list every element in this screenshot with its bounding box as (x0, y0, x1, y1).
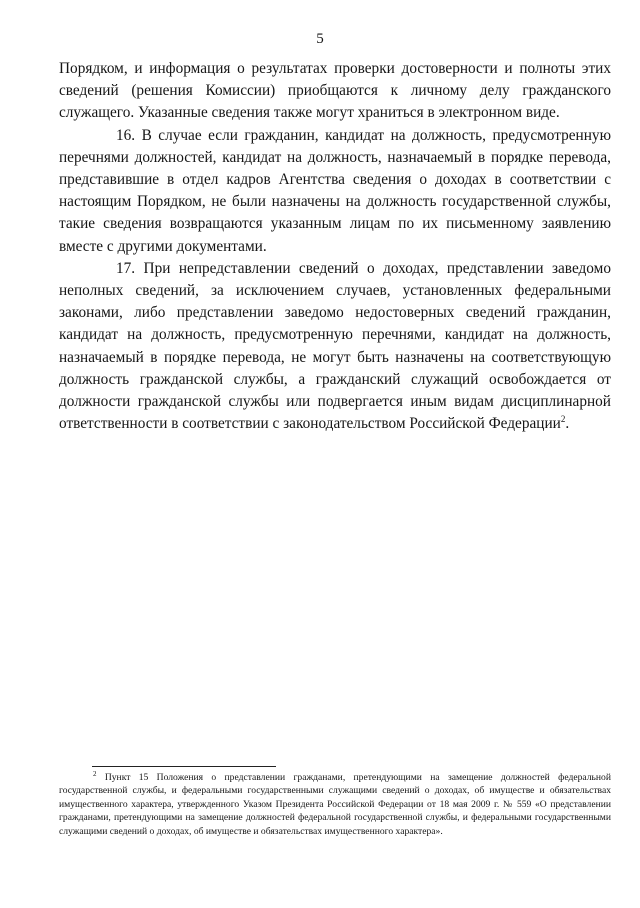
footnote-separator (92, 766, 276, 767)
page-number: 5 (316, 31, 324, 47)
paragraph-17-text: 17. При непредставлении сведений о доходах, представлении заведомо неполных сведений, за исключением случаев, установленных федеральными законами, либо представлении заведомо недостоверных сведений гражданин, кандидат на должность, предусмотренную перечнями, кандидат на должность, назначаемый в порядке перевода, не могут быть назначены на соответствующую должность гражданской службы, а гражданский служащий освобождается от должности гражданской службы или подвергается иным видам дисциплинарной ответственности в соответствии с законодательством Российской Федерации (59, 259, 611, 433)
footnote-text: Пункт 15 Положения о представлении гражданами, претендующими на замещение должностей федеральной государственной службы, и федеральными государственными служащими сведений о доходах, об имуществе и обязательствах имущественного характера, утвержденного Указом Президента Российской Федерации от 18 мая 2009 г. № 559 «О представлении гражданами, претендующими на замещение должностей федеральной государственной службы, и федеральными государственными служащими сведений о доходах, об имуществе и обязательствах имущественного характера». (59, 772, 611, 837)
paragraph-17-tail: . (565, 415, 570, 433)
paragraph-16: 16. В случае если гражданин, кандидат на должность, предусмотренную перечнями должностей, кандидат на должность, назначаемый в порядке перевода, представившие в отдел кадров Агентства сведения о доходах в соответствии с настоящим Порядком, не были назначены на должность государственной службы, такие сведения возвращаются указанным лицам по их письменному заявлению вместе с другими документами. (59, 126, 611, 255)
paragraph-continuation: Порядком, и информация о результатах проверки достоверности и полноты этих сведений (решения Комиссии) приобщаются к личному делу гражданского служащего. Указанные сведения также могут храниться в электронном виде. (59, 60, 611, 122)
document-body (59, 58, 611, 435)
footnote-reference: 2 (560, 414, 566, 425)
footnote (59, 771, 611, 838)
footnote-marker: 2 (93, 769, 97, 778)
paragraph-17 (59, 258, 611, 436)
